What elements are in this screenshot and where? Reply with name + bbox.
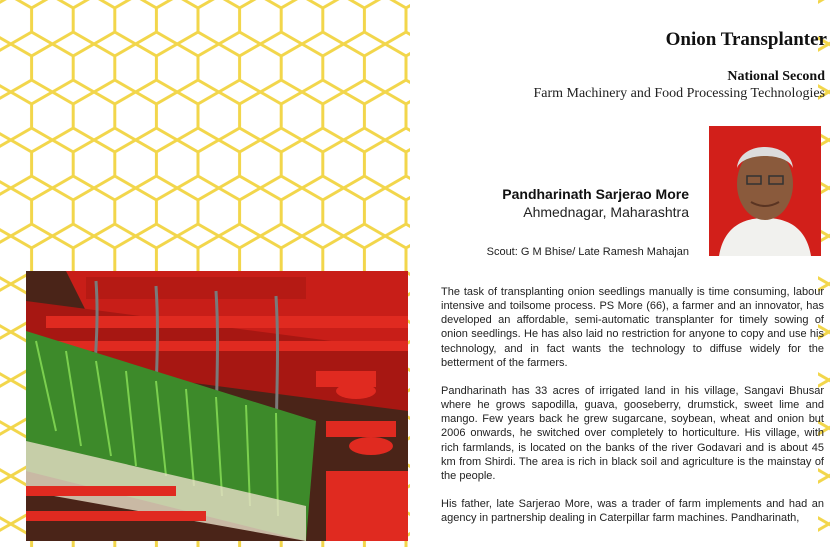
innovator-portrait	[709, 126, 821, 256]
page-title: Onion Transplanter	[665, 29, 827, 50]
award-category: Farm Machinery and Food Processing Technologies	[533, 86, 825, 101]
innovator-name: Pandharinath Sarjerao More	[502, 186, 689, 202]
paragraph: Pandharinath has 33 acres of irrigated land in his village, Sangavi Bhusar where he grows sapodilla, guava, gooseberry, drumstick, sweet lime and mango. Few years back he grew sugarcane, soybean, wheat and onion but 2006 onwards, he switched over completely to horticulture. His village, with rich farmlands, is located on the banks of the river Godavari and is about 45 km from Shirdi. The area is rich in black soil and agriculture is the mainstay of the people.	[441, 384, 824, 482]
article-body	[441, 285, 824, 539]
scout-credit: Scout: G M Bhise/ Late Ramesh Mahajan	[486, 246, 689, 258]
award-label: National Second	[727, 69, 825, 84]
paragraph: His father, late Sarjerao More, was a trader of farm implements and had an agency in partnership dealing in Caterpillar farm machines. Pandharinath,	[441, 498, 824, 525]
onion-transplanter-photo	[26, 271, 408, 541]
innovator-location: Ahmednagar, Maharashtra	[523, 204, 689, 220]
paragraph: The task of transplanting onion seedlings manually is time consuming, labour intensive and toilsome process. PS More (66), a farmer and an innovator, has developed an affordable, semi-automatic transplanter for timely sowing of onion seedlings. He has also laid no restriction for anyone to copy and use his technology, and in fact wants the technology to diffuse widely for the betterment of the farmers.	[441, 286, 824, 369]
